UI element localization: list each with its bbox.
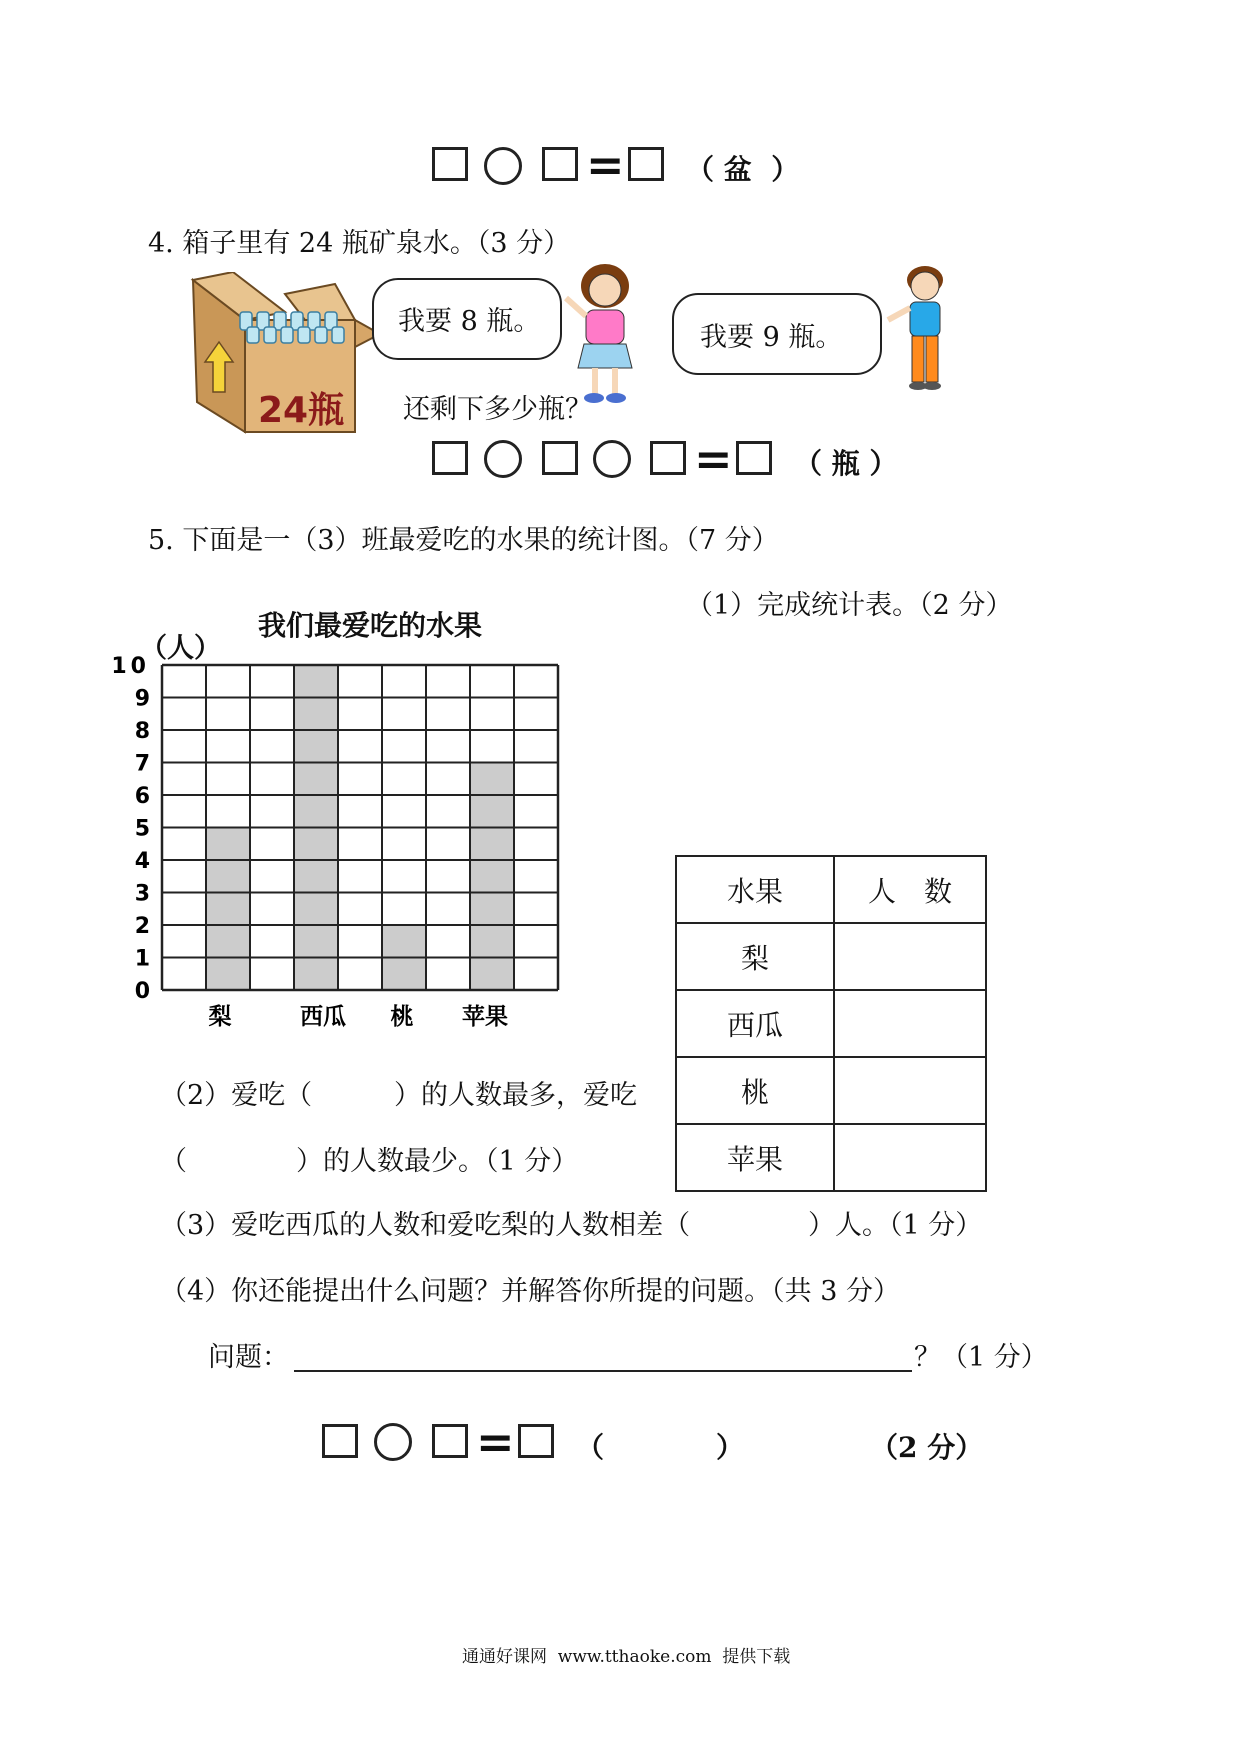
table-fruit-cell: 梨 xyxy=(676,923,834,990)
operator-circle[interactable] xyxy=(484,440,522,478)
bar-0 xyxy=(206,828,250,991)
equation-score: （2 分） xyxy=(870,1431,984,1464)
speech-text-girl: 我要 8 瓶。 xyxy=(398,306,541,337)
unit-label: 盆 xyxy=(723,153,752,186)
y-axis-label: （人） xyxy=(140,633,221,664)
sub2-line2-prefix: （ xyxy=(160,1146,187,1177)
table-header-cell: 人 数 xyxy=(834,856,986,923)
question-4-heading: 4. 箱子里有 24 瓶矿泉水。（3 分） xyxy=(148,228,571,259)
table-fruit-cell: 西瓜 xyxy=(676,990,834,1057)
equals-sign: = xyxy=(694,432,733,486)
y-tick-label: 7 xyxy=(134,751,150,777)
question-4-prompt: 还剩下多少瓶？ xyxy=(403,394,592,425)
table-row xyxy=(676,990,986,1057)
table-row xyxy=(676,923,986,990)
question-suffix: ？（1 分） xyxy=(914,1342,1048,1373)
x-category-label: 西瓜 xyxy=(300,1003,346,1030)
y-tick-label: 9 xyxy=(134,686,150,712)
answer-box[interactable] xyxy=(322,1424,358,1458)
unit-label: 瓶 xyxy=(831,447,860,480)
answer-box[interactable] xyxy=(650,441,686,475)
sub2-line1-suffix: ）的人数最多，爱吃 xyxy=(394,1080,637,1111)
question-5-heading: 5. 下面是一（3）班最爱吃的水果的统计图。（7 分） xyxy=(148,525,779,556)
box-label: 24瓶 xyxy=(258,390,345,431)
sub3-blank[interactable] xyxy=(720,1210,810,1242)
sub2-blank-1[interactable] xyxy=(300,1080,394,1112)
y-tick-label: 10 xyxy=(111,654,150,679)
answer-box[interactable] xyxy=(628,147,664,181)
equals-sign: = xyxy=(586,138,625,192)
sub3-prefix: （3）爱吃西瓜的人数和爱吃梨的人数相差（ xyxy=(160,1210,691,1241)
sub2-line2-suffix: ）的人数最少。（1 分） xyxy=(296,1146,579,1177)
y-tick-label: 5 xyxy=(134,816,150,842)
question-5-sub1: （1）完成统计表。（2 分） xyxy=(686,590,1013,621)
bar-3 xyxy=(470,763,514,991)
operator-circle[interactable] xyxy=(593,440,631,478)
x-category-label: 桃 xyxy=(390,1003,414,1030)
table-row xyxy=(676,1057,986,1124)
unit-paren: （ 盆 ） xyxy=(686,153,800,186)
y-tick-label: 1 xyxy=(134,946,150,972)
answer-box[interactable] xyxy=(432,147,468,181)
x-category-label: 梨 xyxy=(208,1003,232,1030)
table-count-cell[interactable] xyxy=(834,923,986,990)
boy-illustration xyxy=(880,258,970,393)
girl-illustration xyxy=(560,258,650,408)
y-tick-label: 3 xyxy=(134,881,150,907)
chart-title: 我们最爱吃的水果 xyxy=(258,609,483,642)
operator-circle[interactable] xyxy=(374,1423,412,1461)
answer-box[interactable] xyxy=(432,441,468,475)
unit-paren: （ 瓶 ） xyxy=(794,447,898,480)
answer-box[interactable] xyxy=(736,441,772,475)
y-tick-label: 4 xyxy=(134,849,150,874)
table-fruit-cell: 桃 xyxy=(676,1057,834,1124)
equals-sign: = xyxy=(476,1415,515,1469)
table-header-row xyxy=(676,856,986,923)
answer-box[interactable] xyxy=(542,147,578,181)
answer-box[interactable] xyxy=(542,441,578,475)
fruit-bar-chart xyxy=(100,640,580,1040)
y-tick-label: 0 xyxy=(134,979,150,1004)
table-row xyxy=(676,1124,986,1191)
table-header-cell: 水果 xyxy=(676,856,834,923)
unit-paren: （ ） xyxy=(576,1431,745,1464)
y-tick-label: 2 xyxy=(134,914,150,939)
table-fruit-cell: 苹果 xyxy=(676,1124,834,1191)
sub3-suffix: ）人。（1 分） xyxy=(808,1210,983,1241)
sub4-text: （4）你还能提出什么问题？并解答你所提的问题。（共 3 分） xyxy=(160,1276,901,1307)
question-answer-line[interactable] xyxy=(294,1370,912,1372)
speech-text-boy: 我要 9 瓶。 xyxy=(700,322,843,353)
sub2-blank-2[interactable] xyxy=(188,1146,298,1178)
table-count-cell[interactable] xyxy=(834,990,986,1057)
y-tick-label: 6 xyxy=(134,784,150,809)
question-label: 问题： xyxy=(208,1342,289,1373)
statistics-table xyxy=(675,855,987,1192)
answer-box[interactable] xyxy=(432,1424,468,1458)
table-count-cell[interactable] xyxy=(834,1124,986,1191)
sub2-line1-prefix: （2）爱吃（ xyxy=(160,1080,313,1111)
answer-box[interactable] xyxy=(518,1424,554,1458)
operator-circle[interactable] xyxy=(484,147,522,185)
footer-credit: 通通好课网 www.tthaoke.com 提供下载 xyxy=(462,1647,791,1667)
y-tick-label: 8 xyxy=(134,719,150,744)
table-count-cell[interactable] xyxy=(834,1057,986,1124)
x-category-label: 苹果 xyxy=(462,1003,508,1030)
